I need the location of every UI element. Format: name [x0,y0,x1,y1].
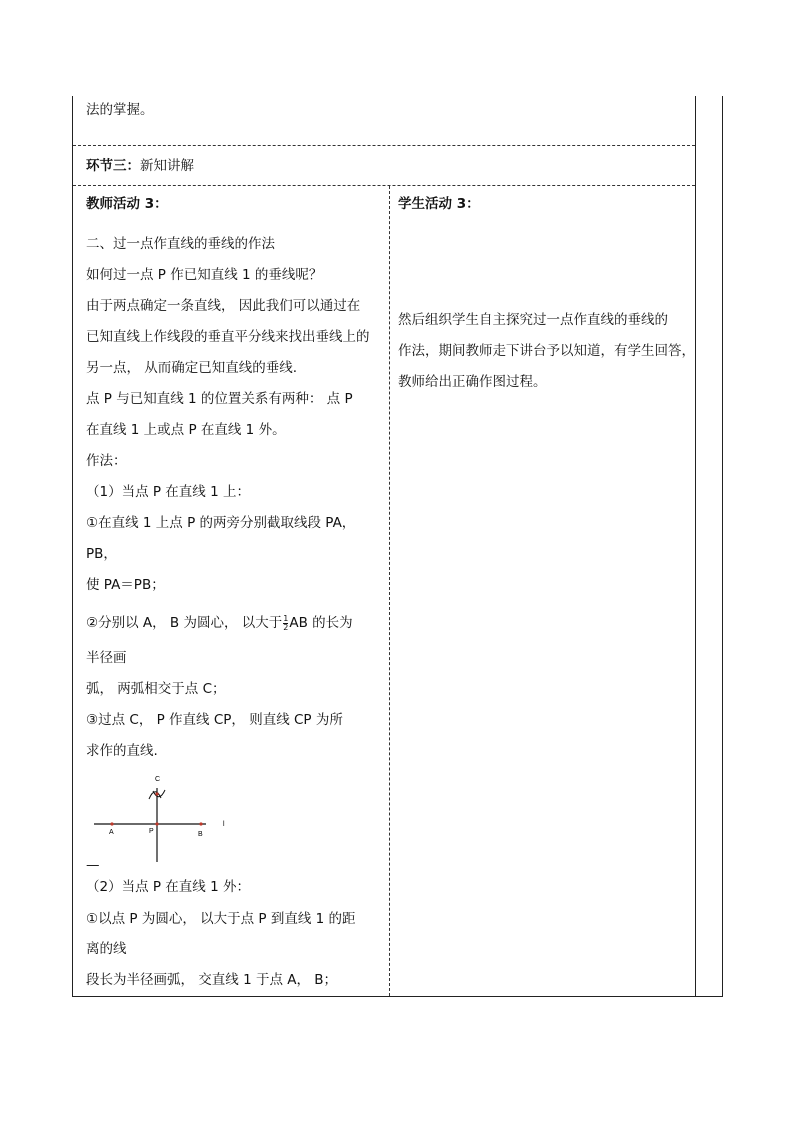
teacher-line: 由于两点确定一条直线， 因此我们可以通过在 [86,298,361,314]
student-heading: 学生活动 3： [398,196,480,212]
teacher-line: ③过点 C， P 作直线 CP， 则直线 CP 为所 [86,712,343,728]
teacher-line: 离的线 [86,941,127,957]
section-title: 新知讲解 [140,158,194,174]
perpendicular-construction-diagram [88,772,238,864]
teacher-line: 求作的直线. [86,743,158,759]
teacher-line: 弧， 两弧相交于点 C； [86,681,226,697]
teacher-line: PB， [86,546,117,562]
teacher-line: 点 P 与已知直线 1 的位置关系有两种： 点 P [86,391,353,407]
step2-text-after: AB 的长为 [289,615,353,631]
previous-text: 法的掌握。 [86,102,154,118]
section-label: 环节三： [86,158,140,174]
table-border-inner-right [695,96,696,997]
student-line: 教师给出正确作图过程。 [398,374,547,390]
label-p: P [149,828,154,835]
student-line: 然后组织学生自主探究过一点作直线的垂线的 [398,312,668,328]
point-a [110,822,113,825]
row-divider-1 [73,145,695,146]
dash-mark: — [86,857,100,873]
teacher-line: 二、过一点作直线的垂线的作法 [86,236,275,252]
teacher-line: （1）当点 P 在直线 1 上： [86,484,250,500]
arc-from-b [153,790,165,797]
teacher-line: 在直线 1 上或点 P 在直线 1 外。 [86,422,286,438]
table-border-bottom [72,996,723,997]
label-b: B [198,831,203,838]
point-b [199,822,202,825]
arc-from-a [149,792,161,799]
label-a: A [109,829,114,836]
teacher-line: 半径画 [86,650,127,666]
column-divider [389,186,390,996]
point-p [155,822,158,825]
fraction-denominator: 2 [283,622,289,632]
teacher-line: 使 PA＝PB； [86,577,165,593]
teacher-line: 作法： [86,453,127,469]
teacher-line: ①在直线 1 上点 P 的两旁分别截取线段 PA， [86,515,356,531]
label-c: C [155,776,161,783]
teacher-step2 [86,614,353,632]
row-divider-2 [73,185,695,186]
section-header [86,157,194,175]
step2-text-before: ②分别以 A， B 为圆心， 以大于 [86,615,283,631]
teacher-line: （2）当点 P 在直线 1 外： [86,879,250,895]
table-border-left [72,96,73,997]
fraction-numerator: 1 [283,613,289,623]
teacher-line: 另一点， 从而确定已知直线的垂线. [86,360,298,376]
teacher-line: ①以点 P 为圆心， 以大于点 P 到直线 1 的距 [86,911,356,927]
student-line: 作法，期间教师走下讲台予以知道，有学生回答， [398,343,695,359]
teacher-line: 如何过一点 P 作已知直线 1 的垂线呢？ [86,267,323,283]
fraction-half [283,615,288,632]
label-l: l [223,821,225,828]
teacher-line: 段长为半径画弧， 交直线 1 于点 A， B； [86,972,338,988]
point-c [155,792,158,795]
teacher-heading: 教师活动 3： [86,196,168,212]
table-border-right [722,96,723,997]
teacher-line: 已知直线上作线段的垂直平分线来找出垂线上的 [86,329,370,345]
